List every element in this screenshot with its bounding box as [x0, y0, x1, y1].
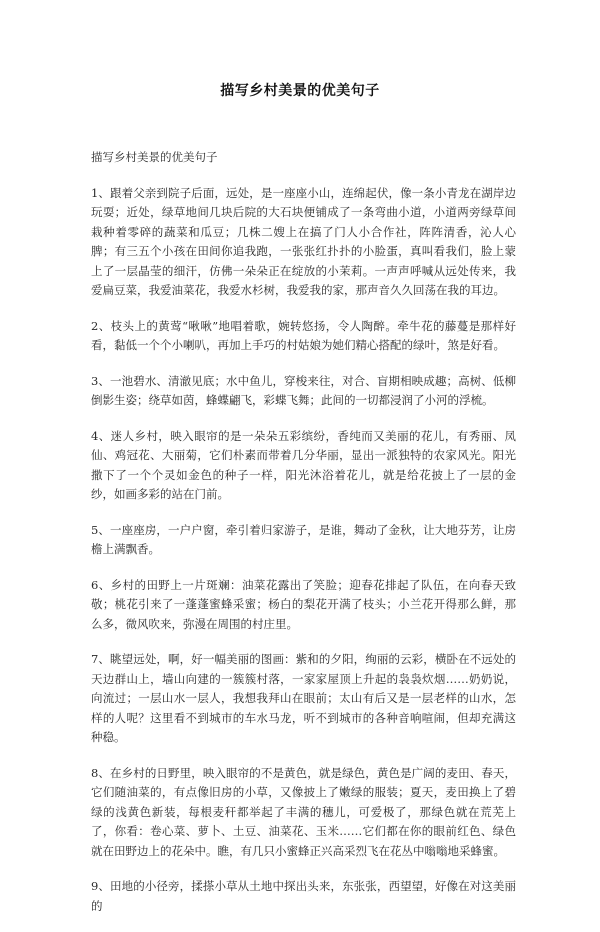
- paragraph-2: 2、枝头上的黄莺“啾啾”地唱着歌，婉转悠扬，令人陶醉。牵牛花的藤蔓是那样好看，黏低一个个小喇叭，再加上手巧的村姑娘为她们精心搭配的绿叶，煞是好看。: [91, 318, 516, 352]
- paragraph-9: 9、田地的小径旁，揉搽小草从土地中探出头来，东张张，西望望，好像在对这美丽的: [91, 879, 516, 913]
- paragraph-6: 6、乡村的田野上一片斑斓：油菜花露出了笑脸；迎春花排起了队伍，在向春天致敬；桃花引来了一蓬蓬蜜蜂采蜜；杨白的梨花开满了枝头；小兰花开得那么鲜，那么多，微风吹来，弥漫在周围的村庄里。: [91, 577, 516, 631]
- paragraph-1: 1、跟着父亲到院子后面，远处，是一座座小山，连绵起伏，像一条小青龙在湖岸边玩耍；近处，绿草地间几块后院的大石块便铺成了一条弯曲小道，小道两旁绿草间栽种着零碎的蔬菜和瓜豆；几株二嫂上在搞了门人小合作社，阵阵清香，沁人心脾；有三五个小孩在田间你追我跑，一张张红扑扑的小脸蛋，真叫看我们，脸上蒙上了一层晶莹的细汗，仿佛一朵朵正在绽放的小茉莉。一声声呼喊从远处传来，我爱扁豆菜，我爱油菜花，我爱水杉树，我爱我的家，那声音久久回荡在我的耳边。: [91, 185, 516, 297]
- paragraph-4: 4、迷人乡村，映入眼帘的是一朵朵五彩缤纷，香纯而又美丽的花儿，有秀丽、凤仙、鸡冠花、大丽菊，它们朴素而带着几分华丽，显出一派独特的农家风光。阳光撒下了一个个灵如金色的种子一样，阳光沐浴着花儿，就是给花披上了一层的金纱，如画多彩的站在门前。: [91, 428, 516, 501]
- page-title: 描写乡村美景的优美句子: [220, 83, 380, 99]
- document-body: [91, 148, 516, 932]
- paragraph-7: 7、眺望远处，啊，好一幅美丽的图画：紫和的夕阳，绚丽的云彩，横卧在不远处的天边群山上，墙山向建的一簇簇村落，一家家屋顶上升起的袅袅炊烟……奶奶说，向流过；一层山水一层人，我想我拜山在眼前；太山有后又是一层老样的山水，怎样的人呢？这里看不到城市的车水马龙，听不到城市的各种音响喧闹，但却充满这种稳。: [91, 652, 516, 744]
- paragraph-8: 8、在乡村的日野里，映入眼帘的不是黄色，就是绿色，黄色是广阔的麦田、春天，它们随油菜的，有点像旧房的小草，又像披上了嫩绿的服装；夏天，麦田换上了碧绿的浅黄色新装，每根麦秆都举起了丰满的穗儿，可爱极了，那绿色就在荒芜上了，你看：卷心菜、萝卜、土豆、油菜花、玉米……它们都在你的眼前红色、绿色就在田野边上的花朵中。瞧，有几只小蜜蜂正兴高采烈飞在花丛中嗡嗡地采蜂蜜。: [91, 765, 516, 858]
- paragraph-3: 3、一池碧水、清澈见底；水中鱼儿，穿梭来往，对合、盲期相映成趣；高树、低柳倒影生姿；绕草如茵，蜂蝶翩飞，彩蝶飞舞；此间的一切都浸润了小河的浮梳。: [91, 373, 516, 407]
- section-subtitle: 描写乡村美景的优美句子: [91, 150, 218, 164]
- paragraph-5: 5、一座座房，一户户窗，牵引着归家游子，是谁，舞动了金秋，让大地芬芳，让房檐上满飘香。: [91, 522, 516, 556]
